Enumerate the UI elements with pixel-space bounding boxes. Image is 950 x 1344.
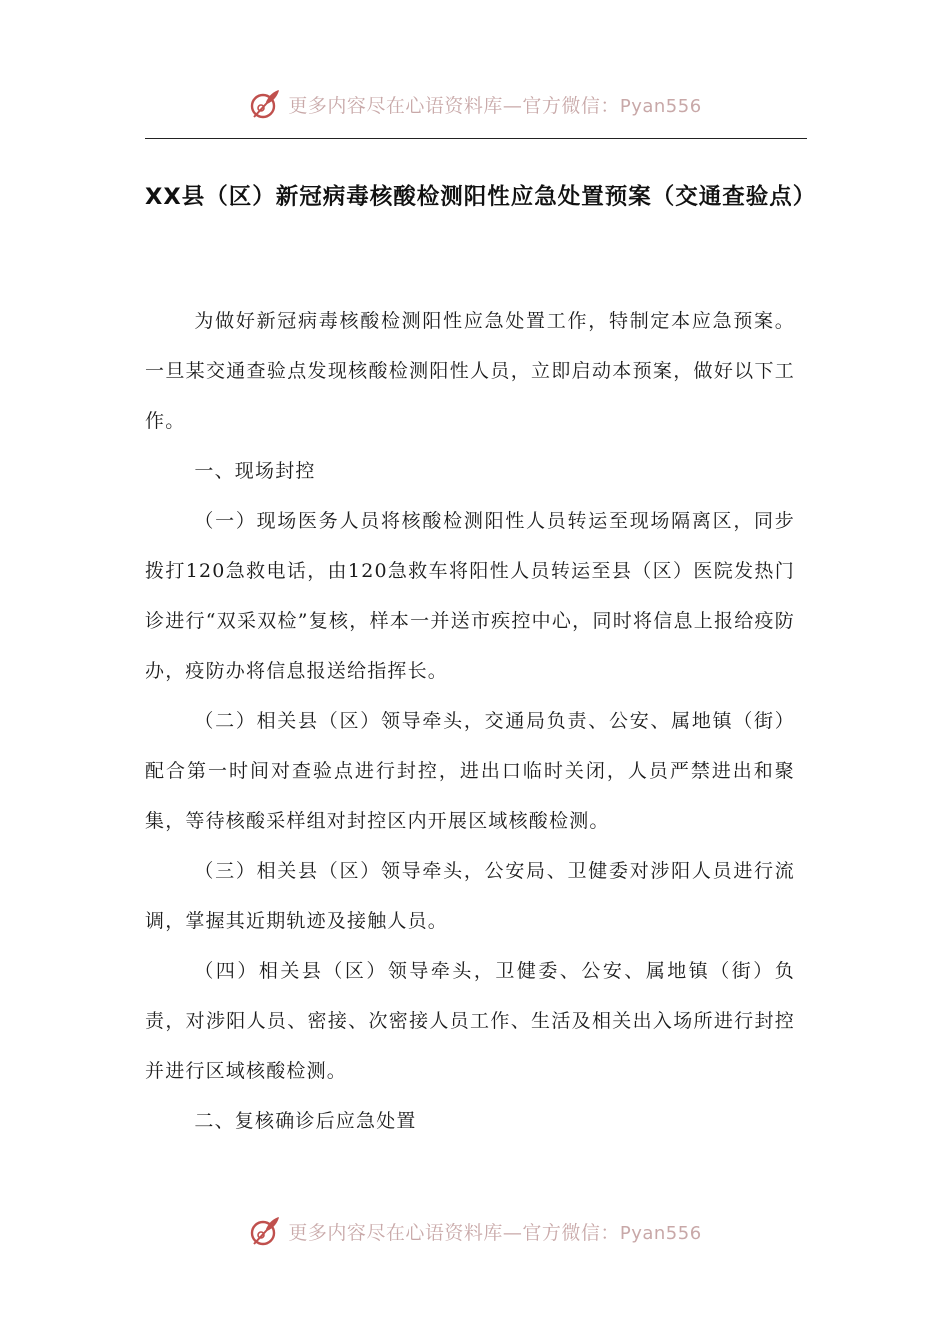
watermark-footer xyxy=(0,1211,950,1251)
watermark-text: 更多内容尽在心语资料库—官方微信：Pyan556 xyxy=(288,1221,702,1244)
paragraph-item-3: （三）相关县（区）领导牵头，公安局、卫健委对涉阳人员进行流调，掌握其近期轨迹及接触人员。 xyxy=(145,860,795,932)
watermark-contact: Pyan556 xyxy=(619,95,702,117)
paragraph-item-1: （一）现场医务人员将核酸检测阳性人员转运至现场隔离区，同步拨打120急救电话，由120急救车将阳性人员转运至县（区）医院发热门诊进行“双采双检”复核，样本一并送市疾控中心，同时将信息上报给疫防办，疫防办将信息报送给指挥长。 xyxy=(145,510,795,682)
intro-paragraph: 为做好新冠病毒核酸检测阳性应急处置工作，特制定本应急预案。一旦某交通查验点发现核酸检测阳性人员，立即启动本预案，做好以下工作。 xyxy=(145,310,795,432)
watermark-contact: Pyan556 xyxy=(619,1222,702,1244)
document-body xyxy=(145,296,795,1146)
header-rule xyxy=(145,138,807,139)
section-heading-1: 一、现场封控 xyxy=(194,460,316,482)
watermark-text: 更多内容尽在心语资料库—官方微信：Pyan556 xyxy=(288,94,702,117)
quill-logo-icon xyxy=(248,87,282,121)
document-title: XX县（区）新冠病毒核酸检测阳性应急处置预案（交通查验点） xyxy=(145,184,817,210)
watermark-header xyxy=(0,84,950,124)
section-heading-2: 二、复核确诊后应急处置 xyxy=(194,1110,417,1132)
paragraph-item-2: （二）相关县（区）领导牵头，交通局负责、公安、属地镇（街）配合第一时间对查验点进行封控，进出口临时关闭，人员严禁进出和聚集，等待核酸采样组对封控区内开展区域核酸检测。 xyxy=(145,710,795,832)
paragraph-item-4: （四）相关县（区）领导牵头，卫健委、公安、属地镇（街）负责，对涉阳人员、密接、次密接人员工作、生活及相关出入场所进行封控并进行区域核酸检测。 xyxy=(145,960,795,1082)
quill-logo-icon xyxy=(248,1214,282,1248)
